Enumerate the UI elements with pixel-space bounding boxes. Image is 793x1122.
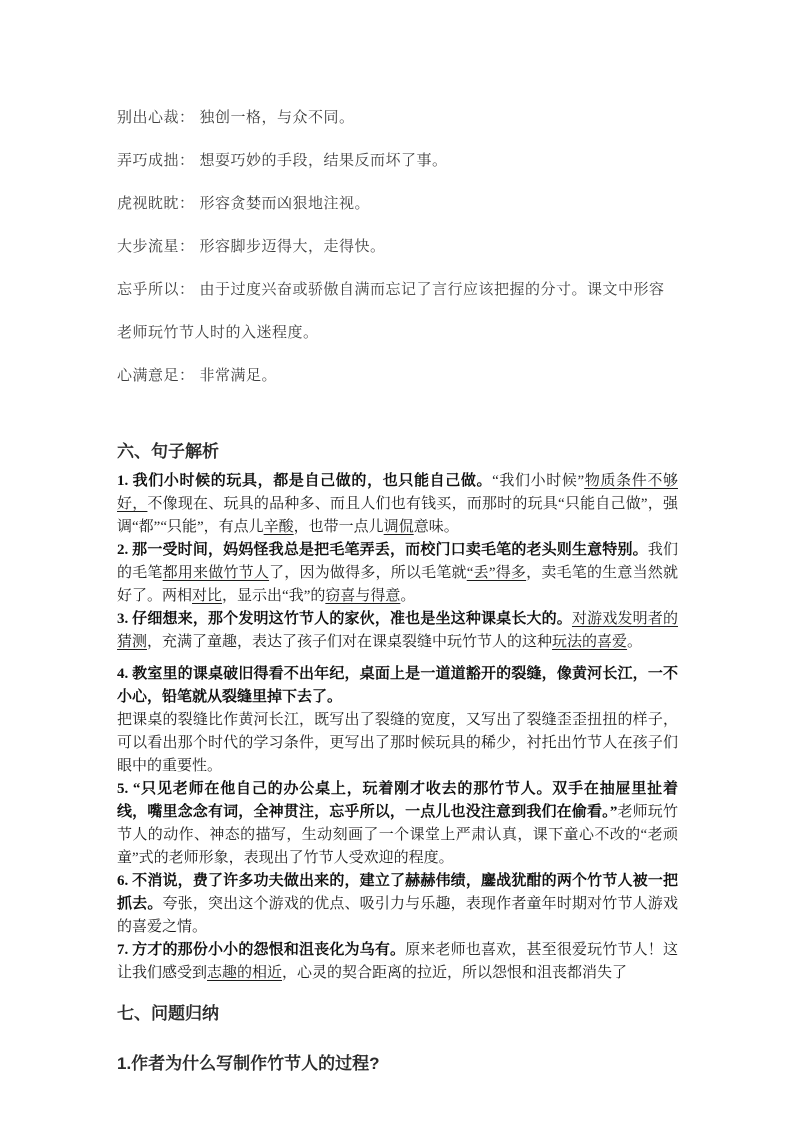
analysis-text: ，显示出“我”的 — [222, 588, 326, 604]
analysis-text: 老师玩竹节人的动作、神态的描写，生动刻画了一个课堂上严肃认真，课下童心不改的“老顽童”式的老师形象，表现出了竹节人受欢迎的程度。 — [117, 804, 678, 866]
definition-item — [117, 268, 678, 354]
definition-item — [117, 96, 678, 139]
emphasized-sentence: 3. 仔细想来，那个发明这竹节人的家伙，准也是坐这种课桌长大的。 — [117, 611, 572, 627]
emphasized-sentence: 7. 方才的那份小小的怨恨和沮丧化为乌有。 — [117, 942, 406, 958]
emphasized-sentence: 4. 教室里的课桌破旧得看不出年纪，桌面上是一道道豁开的裂缝，像黄河长江，一不小心，铅笔就从裂缝里掉下去了。 — [117, 666, 678, 705]
section-heading-question-summary: 七、问题归纳 — [117, 1004, 219, 1023]
definition-term: 忘乎所以： — [117, 281, 195, 298]
analysis-text: ，充满了童趣，表达了孩子们对在课桌裂缝中玩竹节人的这种 — [147, 634, 553, 650]
analysis-text: 。 — [627, 634, 643, 650]
definition-item — [117, 182, 678, 225]
definition-item — [117, 354, 678, 397]
sentence-analysis-section — [117, 470, 678, 985]
underlined-phrase: 志趣的相近 — [207, 965, 283, 981]
definition-text: 非常满足。 — [199, 367, 278, 384]
underlined-phrase: 对游戏发明者的猜测 — [117, 611, 678, 650]
emphasized-sentence: 1. 我们小时候的玩具，都是自己做的，也只能自己做。 — [117, 473, 493, 489]
definition-text: 独创一格，与众不同。 — [199, 109, 355, 126]
underlined-phrase: “丢”得多 — [466, 565, 527, 581]
underlined-phrase: 调侃 — [383, 519, 414, 535]
analysis-text: “我们小时候” — [492, 473, 585, 489]
analysis-text: 把课桌的裂缝比作黄河长江，既写出了裂缝的宽度，又写出了裂缝歪歪扭扭的样子，可以看出那个时代的学习条件，更写出了那时候玩具的稀少，衬托出竹节人在孩子们眼中的重要性。 — [117, 712, 678, 774]
analysis-paragraph — [117, 709, 678, 778]
analysis-text: 原来老师也喜欢，甚至很爱玩竹节人！这让我们感受到 — [117, 942, 678, 981]
definition-term: 心满意足： — [117, 367, 195, 384]
analysis-paragraph — [117, 778, 678, 870]
definition-term: 大步流星： — [117, 238, 195, 255]
analysis-text: 。 — [400, 588, 416, 604]
analysis-text: ，心灵的契合距离的拉近，所以怨恨和沮丧都消失了 — [282, 965, 628, 981]
definition-item — [117, 225, 678, 268]
analysis-paragraph — [117, 870, 678, 939]
emphasized-sentence: 6. 不消说，费了许多功夫做出来的，建立了赫赫伟绩，鏖战犹酣的两个竹节人被一把抓去。 — [117, 873, 678, 912]
analysis-paragraph — [117, 939, 678, 985]
analysis-paragraph — [117, 539, 678, 608]
definition-item — [117, 139, 678, 182]
underlined-phrase: 对比 — [192, 588, 223, 604]
analysis-text: 意味。 — [413, 519, 459, 535]
analysis-paragraph — [117, 608, 678, 654]
underlined-phrase: 物质条件不够好， — [117, 473, 678, 512]
underlined-phrase: 都用来做竹节人 — [162, 565, 270, 581]
definition-term: 弄巧成拙： — [117, 152, 195, 169]
emphasized-sentence: 5. “只见老师在他自己的办公桌上，玩着刚才收去的那竹节人。双手在抽屉里扯着线，嘴里念念有词，全神贯注，忘乎所以，一点儿也没注意到我们在偷看。” — [117, 781, 678, 820]
analysis-paragraph — [117, 470, 678, 539]
underlined-phrase: 窃喜与得意 — [325, 588, 401, 604]
analysis-text: 夸张，突出这个游戏的优点、吸引力与乐趣，表现作者童年时期对竹节人游戏的喜爱之情。 — [117, 896, 678, 935]
analysis-text: 不像现在、玩具的品种多、而且人们也有钱买，而那时的玩具“只能自己做”，强调“都”“只能”，有点儿 — [117, 496, 678, 535]
section-heading-sentence-analysis: 六、句子解析 — [117, 442, 219, 461]
analysis-text: 我们的毛笔 — [117, 542, 678, 581]
question-item: 1.作者为什么写制作竹节人的过程? — [117, 1054, 380, 1073]
analysis-paragraph — [117, 663, 678, 709]
analysis-text: ，卖毛笔的生意当然就好了。两相 — [117, 565, 678, 604]
definition-term: 虎视眈眈： — [117, 195, 195, 212]
emphasized-sentence: 2. 那一受时间，妈妈怪我总是把毛笔弄丢，而校门口卖毛笔的老头则生意特别。 — [117, 542, 648, 558]
definition-term: 别出心裁： — [117, 109, 195, 126]
definition-text: 形容贪婪而凶狠地注视。 — [199, 195, 371, 212]
underlined-phrase: 辛酸 — [263, 519, 294, 535]
analysis-text: ，也带一点儿 — [293, 519, 384, 535]
analysis-text: 了，因为做得多，所以毛笔就 — [269, 565, 467, 581]
word-definitions-section — [117, 96, 678, 397]
definition-text: 形容脚步迈得大，走得快。 — [199, 238, 386, 255]
definition-text: 由于过度兴奋或骄傲自满而忘记了言行应该把握的分寸。课文中形容老师玩竹节人时的入迷程度。 — [117, 281, 665, 341]
underlined-phrase: 玩法的喜爱 — [552, 634, 628, 650]
definition-text: 想耍巧妙的手段，结果反而坏了事。 — [199, 152, 448, 169]
